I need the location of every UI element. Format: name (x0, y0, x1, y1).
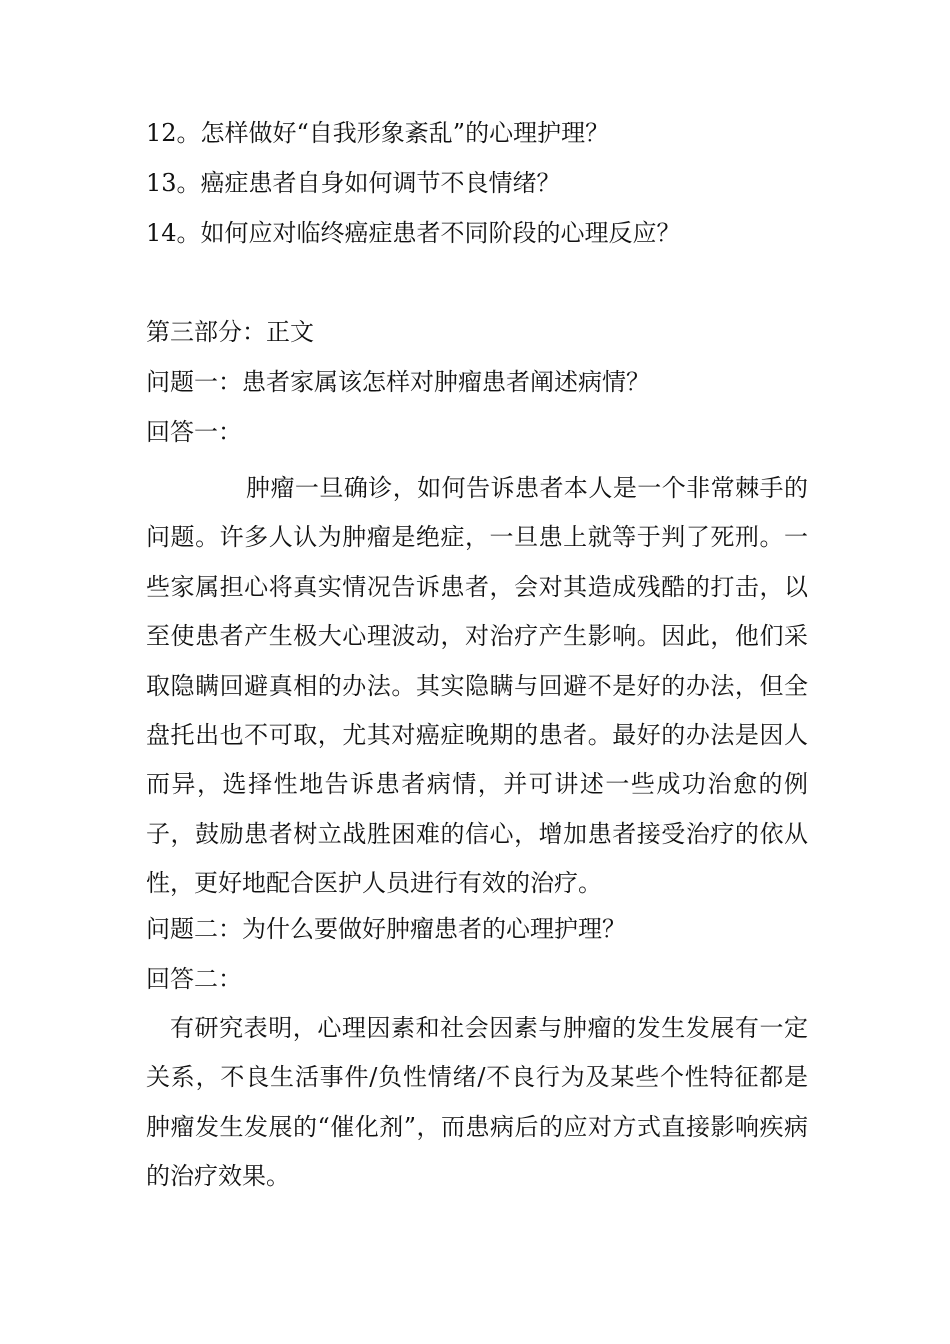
question-1: 问题一：患者家属该怎样对肿瘤患者阐述病情？ (146, 368, 650, 396)
question-2: 问题二：为什么要做好肿瘤患者的心理护理？ (146, 915, 626, 943)
section-heading: 第三部分：正文 (146, 318, 314, 346)
answer-2-label: 回答二： (146, 965, 242, 993)
answer-1-paragraph: 肿瘤一旦确诊，如何告诉患者本人是一个非常棘手的问题。许多人认为肿瘤是绝症，一旦患上就等于判了死刑。一些家属担心将真实情况告诉患者，会对其造成残酷的打击，以至使患者产生极大心理波动，对治疗产生影响。因此，他们采取隐瞒回避真相的办法。其实隐瞒与回避不是好的办法，但全盘托出也不可取，尤其对癌症晚期的患者。最好的办法是因人而异，选择性地告诉患者病情，并可讲述一些成功治愈的例子，鼓励患者树立战胜困难的信心，增加患者接受治疗的依从性，更好地配合医护人员进行有效的治疗。 (146, 474, 808, 898)
answer-1-label: 回答一： (146, 418, 242, 446)
toc-item-13: 13。癌症患者自身如何调节不良情绪？ (146, 169, 561, 197)
toc-item-14: 14。如何应对临终癌症患者不同阶段的心理反应？ (146, 219, 681, 247)
toc-item-12: 12。怎样做好“自我形象紊乱”的心理护理？ (146, 119, 610, 147)
answer-2-paragraph: 有研究表明，心理因素和社会因素与肿瘤的发生发展有一定关系，不良生活事件/负性情绪/不良行为及某些个性特征都是肿瘤发生发展的“催化剂”，而患病后的应对方式直接影响疾病的治疗效果。 (146, 1014, 808, 1191)
